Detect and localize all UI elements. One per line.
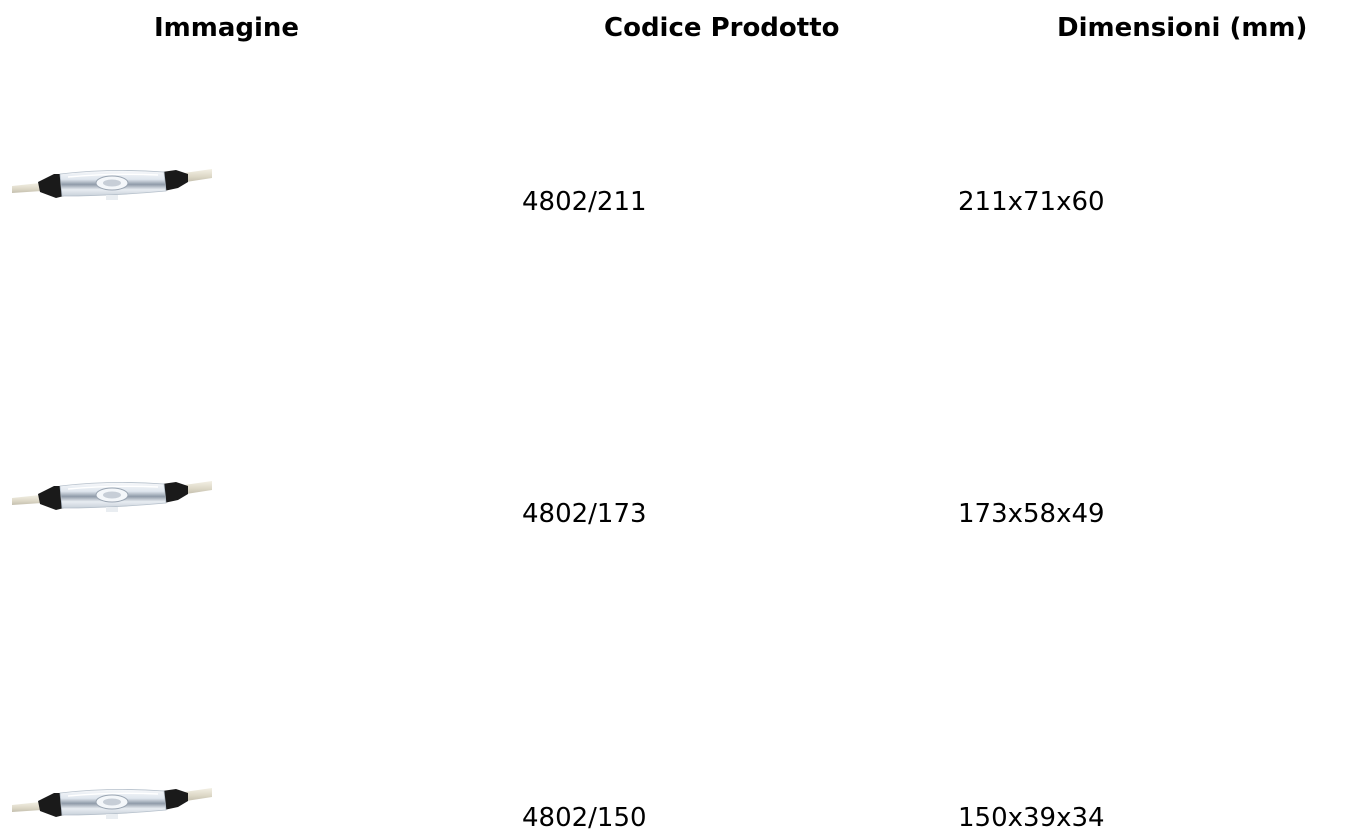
product-image xyxy=(12,164,212,214)
cable-joint-connector-icon xyxy=(12,783,212,833)
cable-joint-connector-icon xyxy=(12,164,212,214)
product-code: 4802/173 xyxy=(522,499,647,529)
dimensions-cell xyxy=(940,368,1354,680)
table-row xyxy=(0,56,1354,368)
product-dimensions: 150x39x34 xyxy=(958,803,1105,833)
dimensions-cell xyxy=(940,56,1354,368)
image-cell xyxy=(0,368,470,680)
product-code-cell xyxy=(470,680,940,840)
header-image: Immagine xyxy=(154,13,300,43)
product-image xyxy=(12,783,212,833)
product-code: 4802/150 xyxy=(522,803,647,833)
product-dimensions: 211x71x60 xyxy=(958,187,1105,217)
cable-joint-connector-icon xyxy=(12,476,212,526)
dimensions-cell xyxy=(940,680,1354,840)
product-code: 4802/211 xyxy=(522,187,647,217)
product-image xyxy=(12,476,212,526)
table-row xyxy=(0,368,1354,680)
header-dimensions: Dimensioni (mm) xyxy=(1057,13,1308,43)
header-product-code: Codice Prodotto xyxy=(604,13,840,43)
product-code-cell xyxy=(470,56,940,368)
product-dimensions: 173x58x49 xyxy=(958,499,1105,529)
image-cell xyxy=(0,56,470,368)
product-code-cell xyxy=(470,368,940,680)
table-row xyxy=(0,680,1354,840)
image-cell xyxy=(0,680,470,840)
table-header-row xyxy=(0,0,1354,56)
